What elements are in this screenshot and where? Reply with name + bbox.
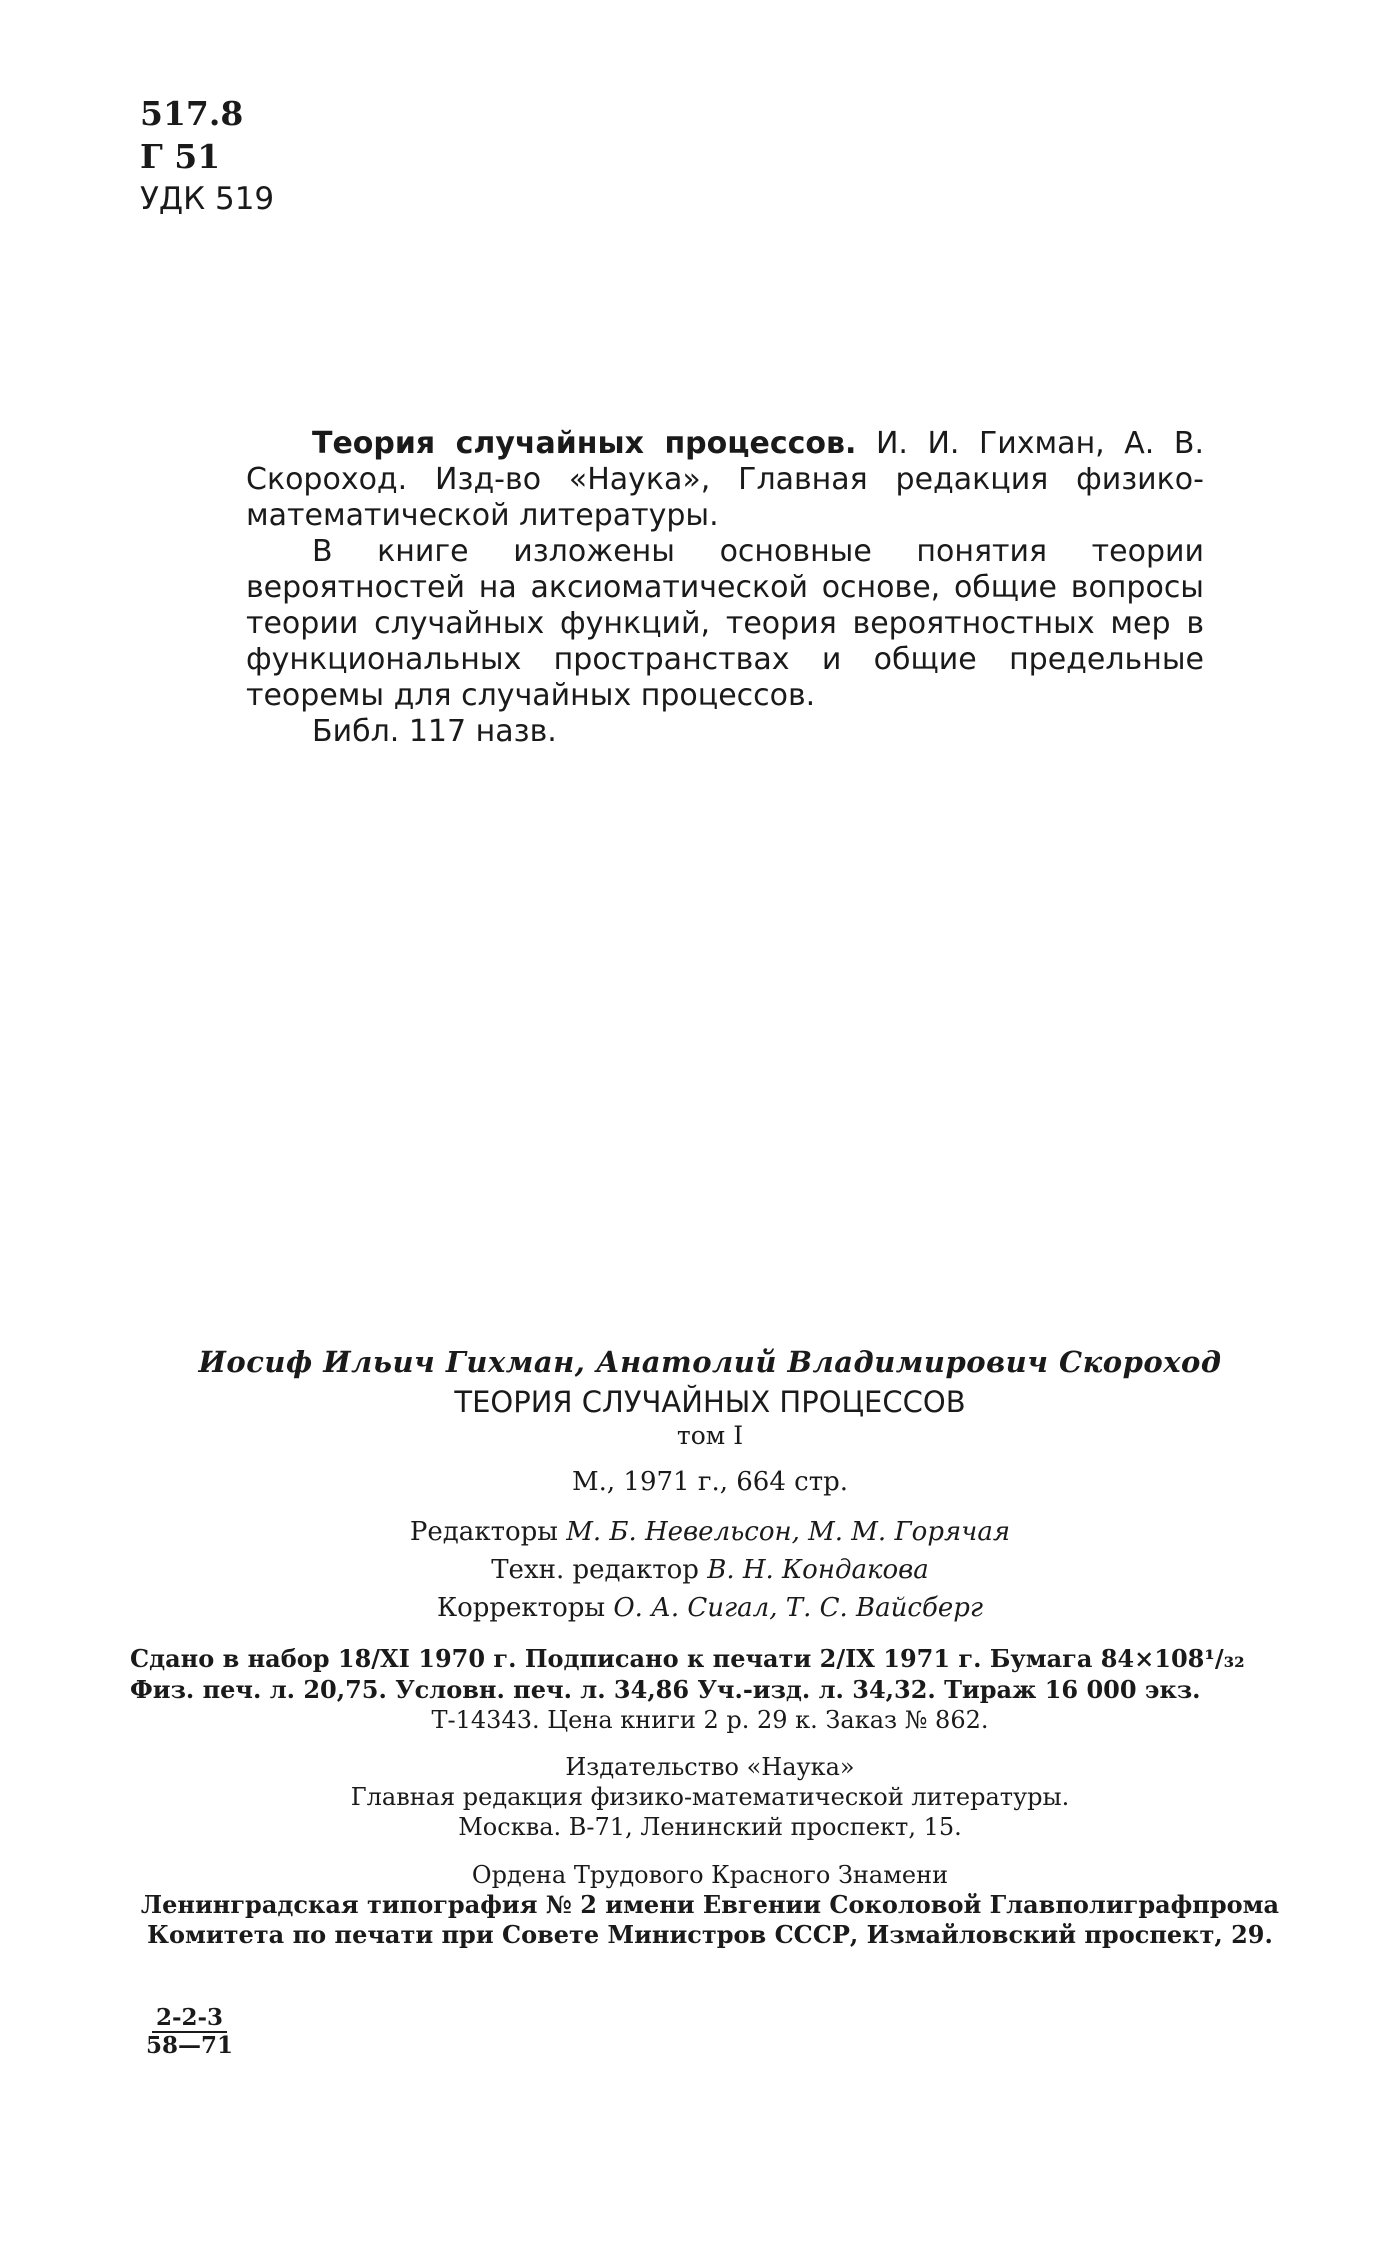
classification-block [140,92,274,221]
volume-label: том I [676,1421,744,1450]
edition-info: М., 1971 г., 664 стр. [571,1467,848,1497]
book-title: ТЕОРИЯ СЛУЧАЙНЫХ ПРОЦЕССОВ [454,1385,966,1419]
printer-award: Ордена Трудового Красного Знамени [471,1861,949,1889]
udc-code: УДК 519 [140,181,275,217]
publisher-address: Москва. В-71, Ленинский проспект, 15. [458,1813,962,1841]
imprint-authors: Иосиф Ильич Гихман, Анатолий Владимирович Скороход [198,1345,1222,1379]
tech-editor-name: В. Н. Кондакова [707,1555,929,1585]
annotation-title: Теория случайных процессов. [312,426,857,461]
printer-name: Ленинградская типография № 2 имени Евгении Соколовой Главполиграфпрома [140,1890,1280,1919]
author-mark: Г 51 [140,137,221,176]
editors-line [130,1513,1290,1551]
editors-label: Редакторы [409,1517,558,1547]
annotation-block [246,426,1204,750]
annotation-heading [246,426,1204,534]
proofreaders-label: Корректоры [436,1593,606,1623]
production-line-1: Сдано в набор 18/XI 1970 г. Подписано к печати 2/IX 1971 г. Бумага 84×108¹/₃₂ [130,1644,1245,1673]
publisher-dept: Главная редакция физико-математической литературы. [350,1783,1070,1811]
annotation-author-2: А. В. Скороход. [246,426,1204,497]
annotation-publisher-note: Изд-во «Наука», Главная редакция физико-математической литературы. [246,462,1204,533]
annotation-bibliography: Библ. 117 назв. [312,714,557,749]
publisher-name: Издательство «Наука» [565,1753,855,1781]
proofreaders-names: О. А. Сигал, Т. С. Вайсберг [613,1593,984,1623]
index-code [146,2004,233,2060]
imprint-block [130,1345,1290,1950]
printer-info [130,1860,1290,1950]
printer-address: Комитета по печати при Совете Министров СССР, Измайловский проспект, 29. [147,1920,1273,1949]
tech-editor-line [130,1551,1290,1589]
production-info [130,1643,1290,1736]
proofreaders-line [130,1589,1290,1627]
production-line-3: Т-14343. Цена книги 2 р. 29 к. Заказ № 862. [431,1706,989,1734]
publisher-info [130,1752,1290,1842]
index-denominator: 58—71 [146,2032,234,2059]
annotation-summary: В книге изложены основные понятия теории вероятностей на аксиоматической основе, общие вопросы теории случайных функций, теория вероятностных мер в функциональных пространствах и общие предельные теоремы для случайных процессов. [246,534,1204,713]
index-numerator: 2-2-3 [152,2004,227,2033]
annotation-author-1: И. И. Гихман, [875,426,1105,461]
production-line-2: Физ. печ. л. 20,75. Условн. печ. л. 34,86 Уч.-изд. л. 34,32. Тираж 16 000 экз. [130,1675,1201,1704]
editors-names: М. Б. Невельсон, М. М. Горячая [566,1517,1011,1547]
editorial-staff [130,1513,1290,1627]
classification-code: 517.8 [140,94,244,133]
tech-editor-label: Техн. редактор [491,1555,699,1585]
